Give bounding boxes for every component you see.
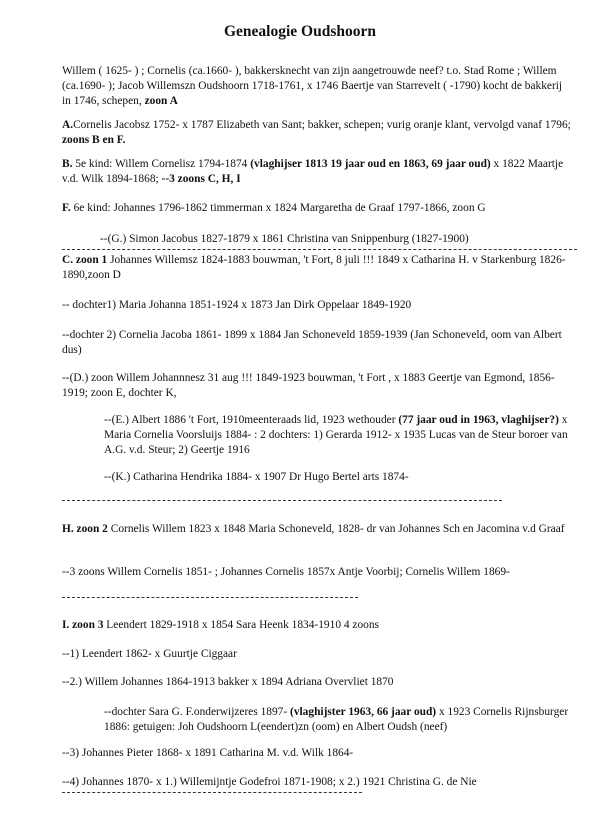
entry-c-daughter-1: -- dochter1) Maria Johanna 1851-1924 x 1873 Jan Dirk Oppelaar 1849-1920 [62,299,412,311]
entry-e [104,413,570,458]
entry-b [62,157,572,187]
entry-e-text-1: --(E.) Albert 1886 't Fort, 1910meenteraads lid, 1923 wethouder [104,414,399,426]
entry-a-bold: zoons B en F. [62,134,126,146]
entry-i-son-3: --3) Johannes Pieter 1868- x 1891 Catharina M. v.d. Wilk 1864- [62,747,354,759]
separator-4 [62,792,362,793]
page-title: Genealogie Oudshoorn [223,23,376,40]
entry-b-text-1: 5e kind: Willem Cornelisz 1794-1874 [72,158,251,170]
entry-c [62,253,572,283]
intro-text: Willem ( 1625- ) ; Cornelis (ca.1660- ), bakkersknecht van zijn aangetrouwde neef? t.o. Stad Rome ; Willem (ca.1690- ); Jacob Willemszn Oudshoorn 1718-1761, x 1746 Baertje van Starrevelt ( -1790) kocht de bakkerij in 1746, schepen, [62,65,563,107]
entry-b-bold-1: (vlaghijser 1813 19 jaar oud en 1863, 69 jaar oud) [250,158,491,170]
entry-f [62,201,572,216]
entry-f-text: 6e kind: Johannes 1796-1862 timmerman x 1824 Margaretha de Graaf 1797-1866, zoon G [70,202,486,214]
entry-d: --(D.) zoon Willem Johannnesz 31 aug !!! 1849-1923 bouwman, 't Fort , x 1883 Geertje van Egmond, 1856-1919; zoon E, dochter K, [62,372,555,399]
intro-bold: zoon A [144,95,178,107]
entry-h-sons: --3 zoons Willem Cornelis 1851- ; Johannes Cornelis 1857x Antje Voorbij; Cornelis Willem 1869- [62,566,510,578]
entry-a-label: A. [62,119,74,131]
entry-i-son-1: --1) Leendert 1862- x Guurtje Ciggaar [62,648,237,660]
entry-h [62,522,572,537]
entry-a [62,118,572,148]
entry-h-label: H. zoon 2 [62,523,108,535]
entry-c-daughter-2: --dochter 2) Cornelia Jacoba 1861- 1899 x 1884 Jan Schoneveld 1859-1939 (Jan Schoneveld, oom van Albert dus) [62,329,562,356]
intro-paragraph [62,64,572,109]
entry-b-label: B. [62,158,73,170]
entry-h-text: Cornelis Willem 1823 x 1848 Maria Schoneveld, 1828- dr van Johannes Sch en Jacomina v.d Graaf [107,523,565,535]
entry-f-label: F. [62,202,71,214]
entry-i [62,618,572,633]
entry-i-son-2-daughter [104,705,570,735]
entry-c-label: C. zoon 1 [62,254,108,266]
entry-i-text: Leendert 1829-1918 x 1854 Sara Heenk 1834-1910 4 zoons [103,619,379,631]
entry-g: --(G.) Simon Jacobus 1827-1879 x 1861 Christina van Snippenburg (1827-1900) [100,233,469,245]
entry-c-text: Johannes Willemsz 1824-1883 bouwman, 't Fort, 8 juli !!! 1849 x Catharina H. v Starkenburg 1826-1890,zoon D [62,254,566,281]
entry-k: --(K.) Catharina Hendrika 1884- x 1907 Dr Hugo Bertel arts 1874- [104,471,409,483]
entry-i-son-2: --2.) Willem Johannes 1864-1913 bakker x 1894 Adriana Overvliet 1870 [62,676,394,688]
entry-b-bold-2: --3 zoons C, H, I [161,173,241,185]
entry-a-text: Cornelis Jacobsz 1752- x 1787 Elizabeth van Sant; bakker, schepen; vurig oranje klant, vervolgd vanaf 1796; [73,119,571,131]
entry-i2d-bold: (vlaghijster 1963, 66 jaar oud) [290,706,437,718]
entry-i-label: I. zoon 3 [62,619,104,631]
entry-i2d-text-1: --dochter Sara G. F.onderwijzeres 1897- [104,706,291,718]
entry-i-son-4: --4) Johannes 1870- x 1.) Willemijntje Godefroi 1871-1908; x 2.) 1921 Christina G. de Nie [62,776,477,788]
separator-3 [62,597,358,598]
entry-i2d-text-2: x 1923 Cornelis Rijnsburger 1886: getuigen: Joh Oudshoorn L(eendert)zn (oom) en Albert Oudsh (neef) [104,706,569,733]
separator-2 [62,500,502,501]
entry-b-text-2: x 1822 Maartje v.d. Wilk 1894-1868; [62,158,564,185]
entry-e-text-2: x Maria Cornelia Voorsluijs 1884- : 2 dochters: 1) Gerarda 1912- x 1935 Lucas van de Steur boroer van A.G. v.d. Steur; 2) Geertje 1916 [104,414,568,456]
separator-1 [62,249,577,250]
entry-e-bold: (77 jaar oud in 1963, vlaghijser?) [398,414,559,426]
